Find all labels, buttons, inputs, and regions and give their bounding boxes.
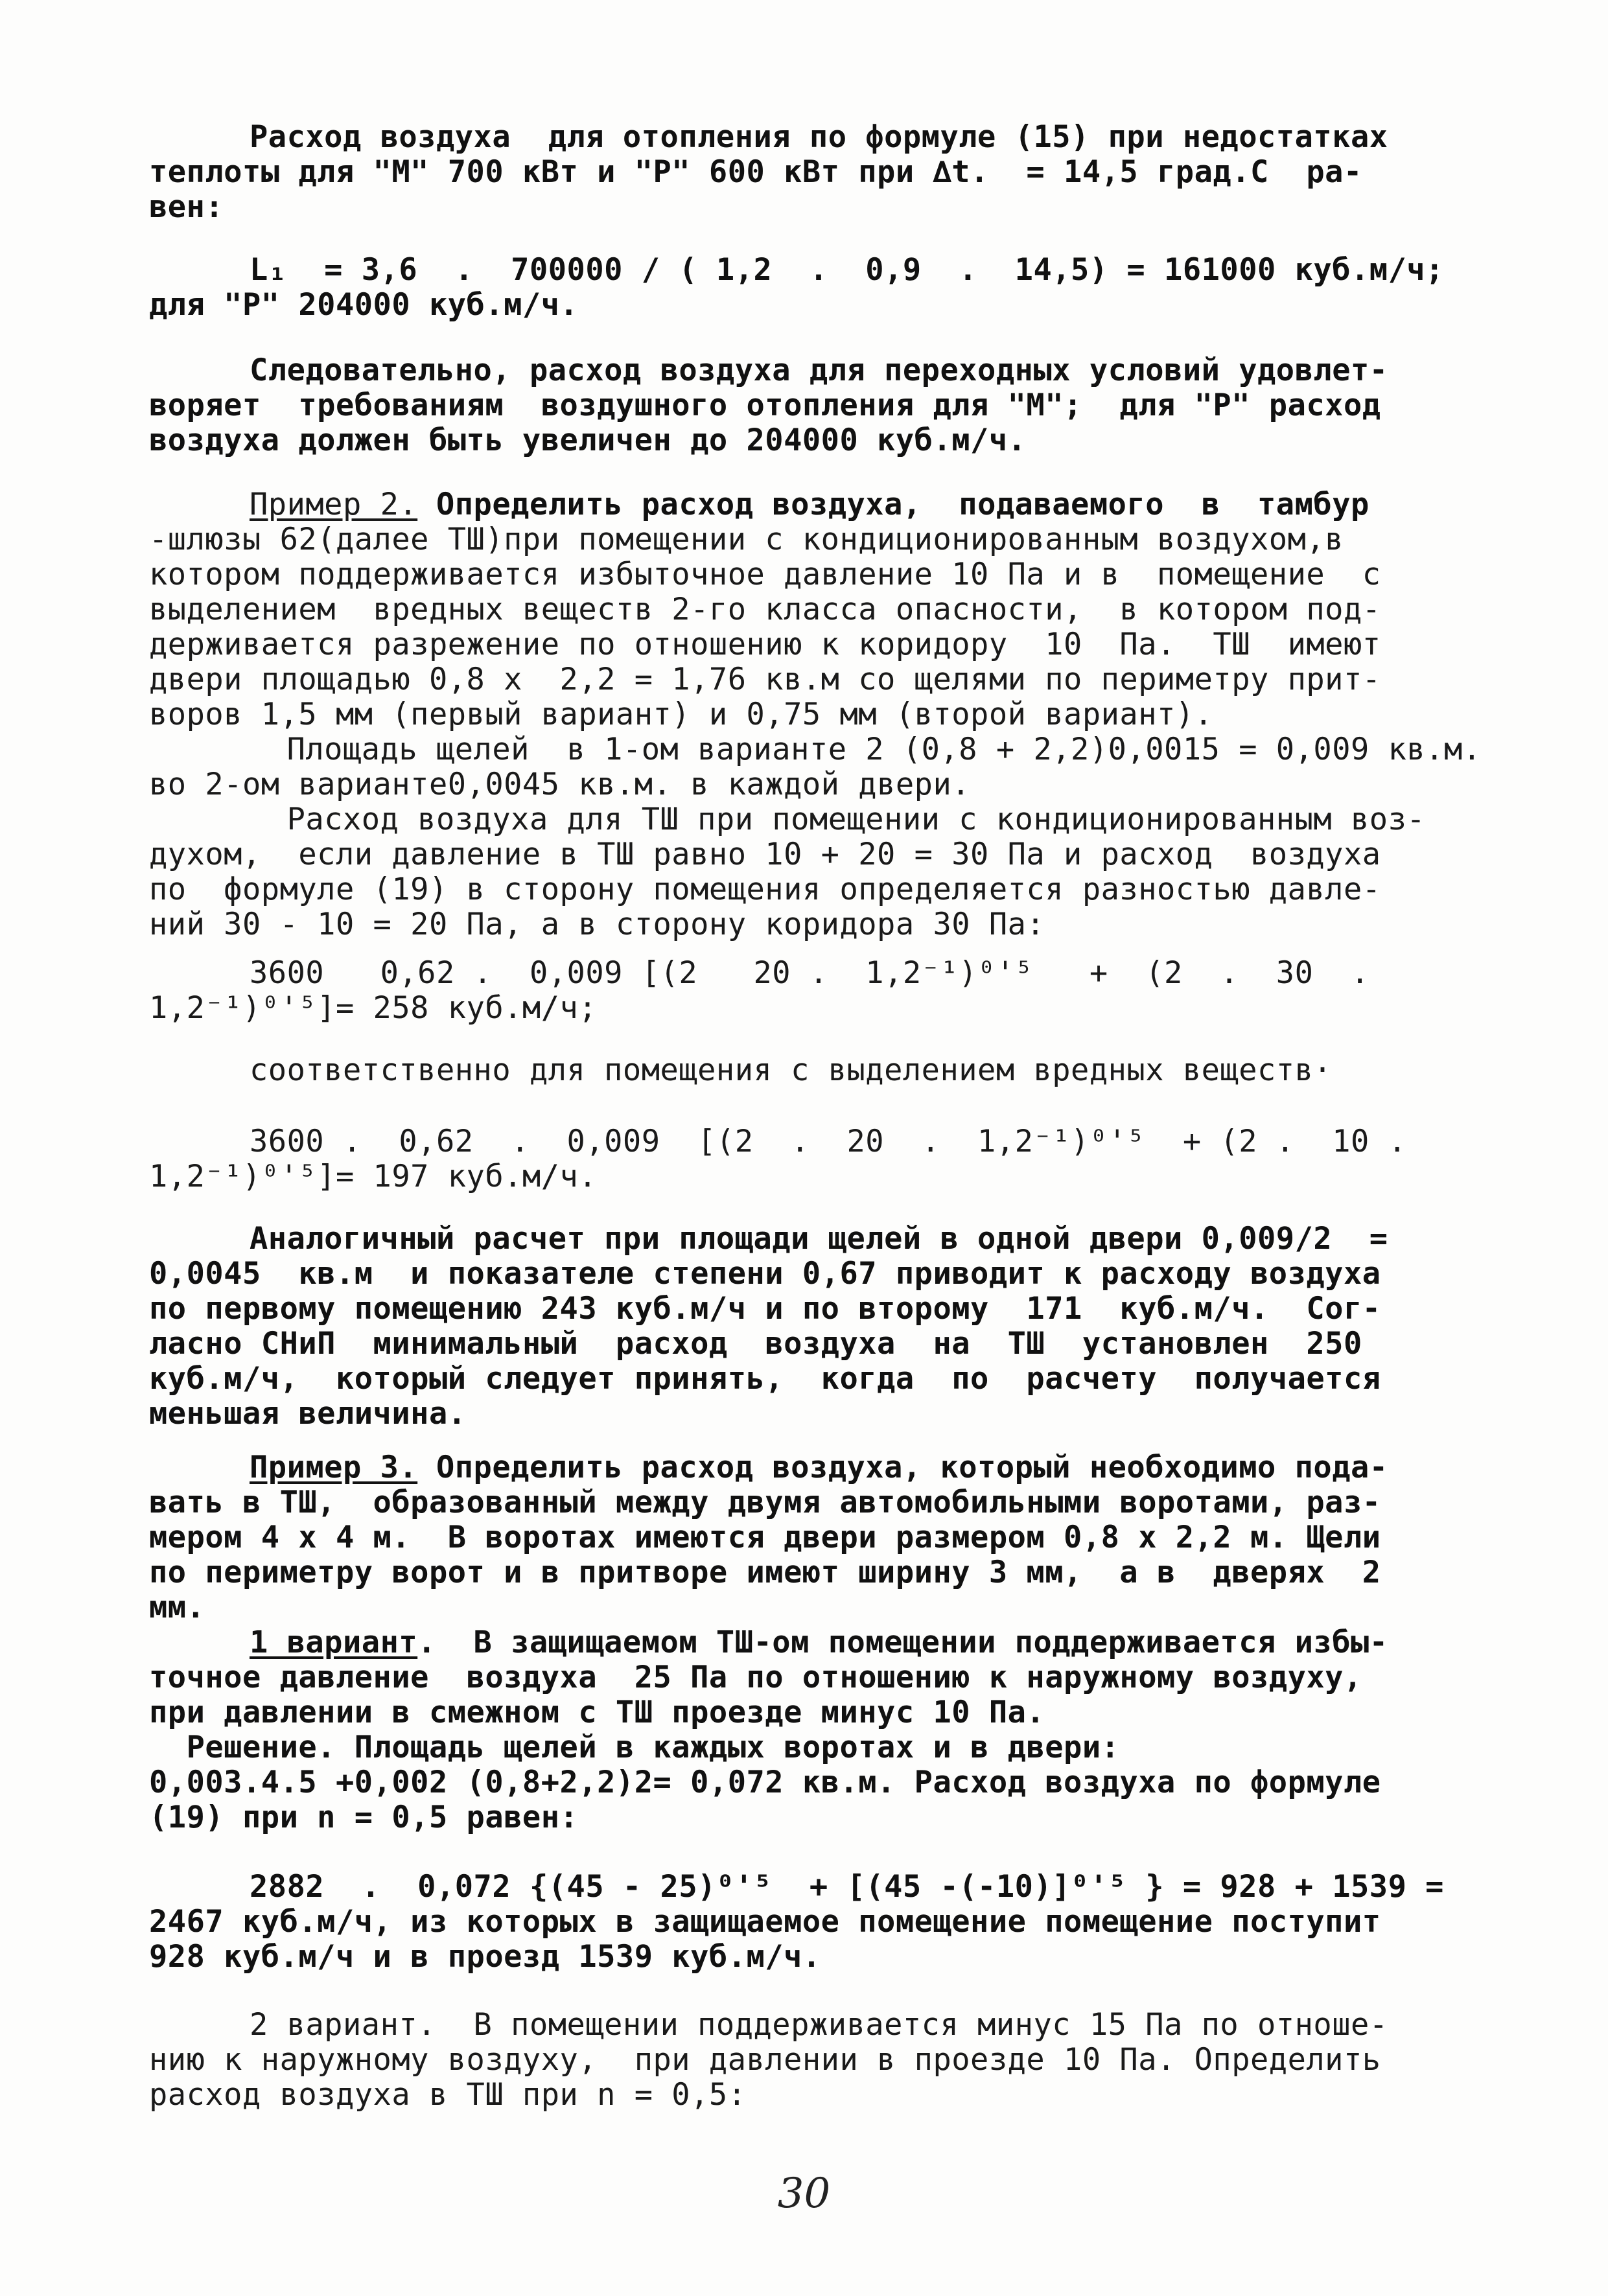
text-line: котором поддерживается избыточное давление 10 Па и в помещение с: [149, 557, 1381, 592]
text-line: при давлении в смежном с ТШ проезде минус 10 Па.: [149, 1695, 1045, 1730]
text-line: нию к наружному воздуху, при давлении в проезде 10 Па. Определить: [149, 2042, 1381, 2078]
text-line: Расход воздуха для отопления по формуле (15) при недостатках: [250, 119, 1388, 155]
text-line: Аналогичный расчет при площади щелей в одной двери 0,009/2 =: [250, 1221, 1388, 1257]
text-line: теплоты для "М" 700 кВт и "Р" 600 кВт при ∆t. = 14,5 град.С ра-: [149, 154, 1362, 190]
formula-line: 928 куб.м/ч и в проезд 1539 куб.м/ч.: [149, 1939, 821, 1975]
example-2: [149, 487, 1482, 942]
text-line: Решение. Площадь щелей в каждых воротах и в двери:: [149, 1730, 1120, 1765]
text-line: Определить расход воздуха, который необходимо пода-: [417, 1450, 1388, 1485]
formula-line: 2467 куб.м/ч, из которых в защищаемое помещение помещение поступит: [149, 1904, 1381, 1940]
formula-line: 3600 0,62 . 0,009 [(2 20 . 1,2⁻¹)⁰'⁵ + (2 . 30 .: [250, 955, 1369, 991]
text-line: 2 вариант. В помещении поддерживается минус 15 Па по отноше-: [250, 2007, 1388, 2043]
example-3-first-line: [149, 1450, 1452, 1485]
formula-line: L₁ = 3,6 . 700000 / ( 1,2 . 0,9 . 14,5) = 161000 куб.м/ч;: [250, 252, 1444, 288]
text-line: точное давление воздуха 25 Па по отношению к наружному воздуху,: [149, 1660, 1362, 1695]
text-line: . В защищаемом ТШ-ом помещении поддерживается избы-: [417, 1625, 1388, 1660]
text-line: воздуха должен быть увеличен до 204000 куб.м/ч.: [149, 423, 1027, 458]
text-line: ний 30 - 10 = 20 Па, а в сторону коридора 30 Па:: [149, 907, 1045, 942]
text-line: по периметру ворот и в притворе имеют ширину 3 мм, а в дверях 2: [149, 1555, 1381, 1590]
text-line: вен:: [149, 189, 224, 225]
formula-variant-1: [149, 1870, 1452, 1975]
text-line: Определить расход воздуха, подаваемого в тамбур: [417, 487, 1369, 522]
text-line: мером 4 х 4 м. В воротах имеются двери размером 0,8 х 2,2 м. Щели: [149, 1520, 1381, 1555]
formula-line: 3600 . 0,62 . 0,009 [(2 . 20 . 1,2⁻¹)⁰'⁵ + (2 . 10 .: [250, 1124, 1407, 1159]
example-2-first-line: [149, 487, 1452, 522]
variant-1: [149, 1625, 1452, 1835]
text-harmful-room: [149, 1053, 1452, 1088]
text-line: воряет требованиям воздушного отопления для "М"; для "Р" расход: [149, 388, 1381, 423]
text-line: ласно СНиП минимальный расход воздуха на ТШ установлен 250: [149, 1326, 1362, 1362]
variant-2: [149, 2008, 1452, 2113]
text-line: вать в ТШ, образованный между двумя автомобильными воротами, раз-: [149, 1485, 1381, 1520]
text-line: Площадь щелей в 1-ом варианте 2 (0,8 + 2,2)0,0015 = 0,009 кв.м.: [250, 732, 1482, 767]
text-line: соответственно для помещения с выделением вредных веществ·: [250, 1052, 1333, 1088]
text-line: во 2-ом варианте0,0045 кв.м. в каждой двери.: [149, 767, 971, 802]
paragraph-conclusion: [149, 353, 1452, 458]
text-line: духом, если давление в ТШ равно 10 + 20 = 30 Па и расход воздуха: [149, 837, 1381, 872]
example-2-heading: Пример 2.: [250, 487, 418, 522]
text-line: мм.: [149, 1590, 205, 1625]
paragraph-heating-air: [149, 120, 1452, 225]
formula-air-flow-l1: [149, 253, 1452, 323]
text-line: по формуле (19) в сторону помещения определяется разностью давле-: [149, 872, 1381, 907]
text-line: двери площадью 0,8 х 2,2 = 1,76 кв.м со щелями по периметру прит-: [149, 662, 1381, 697]
text-line: держивается разрежение по отношению к коридору 10 Па. ТШ имеют: [149, 627, 1381, 662]
text-line: Следовательно, расход воздуха для переходных условий удовлет-: [250, 353, 1388, 388]
text-line: -шлюзы 62(далее ТШ)при помещении с кондиционированным воздухом,в: [149, 522, 1344, 557]
text-line: Расход воздуха для ТШ при помещении с кондиционированным воз-: [250, 802, 1426, 837]
text-line: по первому помещению 243 куб.м/ч и по второму 171 куб.м/ч. Сог-: [149, 1291, 1381, 1327]
variant-1-first-line: [149, 1625, 1452, 1660]
text-line: 0,003.4.5 +0,002 (0,8+2,2)2= 0,072 кв.м. Расход воздуха по формуле: [149, 1765, 1381, 1800]
example-3: [149, 1450, 1452, 1625]
paragraph-similar-calc: [149, 1222, 1452, 1432]
text-line: 0,0045 кв.м и показателе степени 0,67 приводит к расходу воздуха: [149, 1256, 1381, 1292]
formula-ts-room-1: [149, 956, 1452, 1026]
formula-line: 1,2⁻¹)⁰'⁵]= 197 куб.м/ч.: [149, 1159, 598, 1194]
text-line: выделением вредных веществ 2-го класса опасности, в котором под-: [149, 592, 1381, 627]
text-line: расход воздуха в ТШ при n = 0,5:: [149, 2077, 747, 2113]
text-line: (19) при n = 0,5 равен:: [149, 1800, 579, 1835]
formula-line: 2882 . 0,072 {(45 - 25)⁰'⁵ + [(45 -(-10)]⁰'⁵ } = 928 + 1539 =: [250, 1869, 1444, 1905]
text-line: меньшая величина.: [149, 1396, 467, 1432]
formula-line: 1,2⁻¹)⁰'⁵]= 258 куб.м/ч;: [149, 990, 598, 1026]
variant-1-heading: 1 вариант: [250, 1625, 418, 1660]
formula-line: для "Р" 204000 куб.м/ч.: [149, 287, 579, 323]
page-number: 30: [777, 2170, 831, 2218]
formula-ts-room-2: [149, 1124, 1452, 1194]
example-3-heading: Пример 3.: [250, 1450, 418, 1485]
text-line: куб.м/ч, который следует принять, когда по расчету получается: [149, 1361, 1381, 1397]
text-line: воров 1,5 мм (первый вариант) и 0,75 мм (второй вариант).: [149, 697, 1213, 732]
